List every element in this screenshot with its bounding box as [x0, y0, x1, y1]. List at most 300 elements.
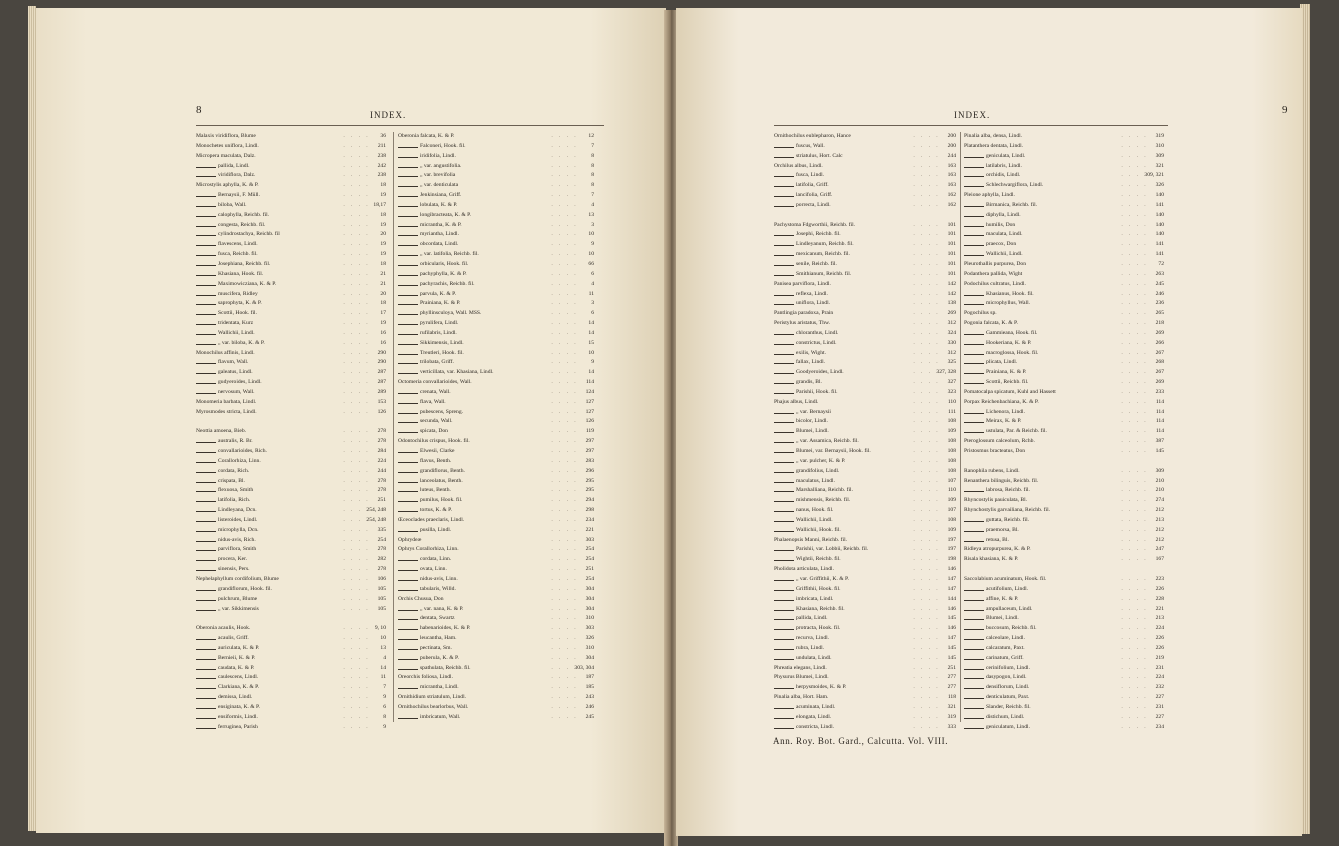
index-entry	[196, 673, 386, 683]
entry-page: 20	[380, 231, 386, 238]
leader-dots: . . . .	[343, 664, 370, 671]
entry-name: Scottii, Hook. fil.	[218, 310, 258, 317]
index-entry	[398, 634, 594, 644]
entry-page: 162	[947, 201, 956, 208]
entry-name: geniculatum, Lindl.	[986, 723, 1030, 730]
leader-dots: . . . .	[551, 526, 578, 533]
leader-dots: . . . .	[913, 674, 940, 681]
leader-dots: . . . .	[551, 349, 578, 356]
index-column-2	[964, 132, 1164, 732]
entry-name: caulescens, Lindl.	[218, 674, 259, 681]
index-entry	[774, 605, 956, 615]
index-entry	[774, 171, 956, 181]
entry-page: 274	[1155, 497, 1164, 504]
index-entry	[398, 693, 594, 703]
entry-page: 145	[947, 654, 956, 661]
index-entry	[196, 437, 386, 447]
entry-name: Ornithidium striatulum, Lindl.	[398, 694, 467, 701]
entry-page: 210	[1155, 487, 1164, 494]
index-entry	[774, 526, 956, 536]
leader-dots: . . . .	[551, 241, 578, 248]
entry-page: 330	[947, 339, 956, 346]
leader-dots: . . . .	[913, 585, 940, 592]
page-number: 8	[196, 104, 202, 116]
index-entry	[196, 634, 386, 644]
entry-name: ovata, Linn.	[420, 566, 447, 573]
index-entry	[398, 555, 594, 565]
ditto-dash	[196, 550, 216, 551]
ditto-dash	[774, 472, 794, 473]
leader-dots: . . . .	[1121, 516, 1148, 523]
ditto-dash	[774, 354, 794, 355]
entry-page: 153	[377, 398, 386, 405]
leader-dots: . . . .	[551, 536, 578, 543]
ditto-dash	[398, 147, 418, 148]
leader-dots: . . . .	[551, 615, 578, 622]
index-entry	[196, 506, 386, 516]
ditto-dash	[398, 531, 418, 532]
index-entry	[964, 585, 1164, 595]
leader-dots: . . . .	[343, 379, 370, 386]
ditto-dash	[964, 619, 984, 620]
leader-dots: . . . .	[551, 467, 578, 474]
entry-page: 13	[588, 211, 594, 218]
leader-dots: . . . .	[551, 428, 578, 435]
entry-name: Corallorhiza, Linn.	[218, 457, 261, 464]
entry-page: 297	[585, 448, 594, 454]
entry-page: 277	[947, 684, 956, 691]
entry-page: 210	[1155, 477, 1164, 484]
ditto-dash	[398, 580, 418, 581]
entry-page: 232	[1155, 684, 1164, 691]
index-entry	[398, 437, 594, 447]
entry-name: exilis, Wight.	[796, 349, 826, 356]
leader-dots: . . . .	[343, 172, 370, 179]
entry-page: 309, 321	[1144, 172, 1164, 179]
leader-dots: . . . .	[343, 408, 370, 415]
leader-dots: . . . .	[913, 251, 940, 258]
index-entry	[398, 191, 594, 201]
leader-dots: . . . .	[343, 703, 370, 710]
entry-name: auriculata, K. & P.	[218, 644, 260, 651]
index-entry	[774, 290, 956, 300]
entry-page: 145	[947, 615, 956, 622]
index-entry	[398, 703, 594, 713]
leader-dots: . . . .	[551, 320, 578, 327]
index-entry	[774, 309, 956, 319]
leader-dots: . . . .	[551, 477, 578, 484]
entry-name: grandis, Bl.	[796, 379, 822, 386]
index-column-2	[398, 132, 594, 723]
ditto-dash	[964, 659, 984, 660]
leader-dots: . . . .	[913, 162, 940, 169]
entry-name: Porpax Reichenbachiana, K. & P.	[964, 398, 1039, 405]
entry-name: mishmensis, Reichb. fil.	[796, 497, 851, 504]
index-entry	[196, 683, 386, 693]
entry-page: 269	[947, 310, 956, 317]
entry-name: maculatus, Lindl.	[796, 477, 835, 484]
leader-dots: . . . .	[551, 448, 578, 454]
leader-dots: . . . .	[343, 152, 370, 159]
entry-name: flava, Wall.	[420, 398, 446, 405]
entry-name: procera, Ker.	[218, 556, 248, 563]
leader-dots: . . . .	[551, 388, 578, 395]
entry-page: 200	[947, 133, 956, 139]
entry-name: labrosa, Reichb. fil.	[986, 487, 1030, 494]
leader-dots: . . . .	[343, 211, 370, 218]
entry-name: Orchilus albus, Lindl.	[774, 162, 823, 169]
ditto-dash	[196, 275, 216, 276]
entry-name: pallida, Lindl.	[218, 162, 250, 169]
entry-name: uniflora, Lindl.	[796, 300, 831, 307]
leader-dots: . . . .	[1121, 428, 1148, 435]
index-entry	[196, 536, 386, 546]
index-entry	[964, 171, 1164, 181]
ditto-dash	[964, 354, 984, 355]
index-entry	[774, 250, 956, 260]
ditto-dash	[196, 383, 216, 384]
ditto-dash	[774, 235, 794, 236]
leader-dots: . . . .	[343, 448, 370, 454]
ditto-dash	[774, 373, 794, 374]
ditto-dash	[964, 541, 984, 542]
entry-page: 325	[947, 359, 956, 366]
ditto-dash	[398, 176, 418, 177]
entry-page: 21	[380, 280, 386, 287]
entry-name: leucantha, Ham.	[420, 635, 457, 642]
ditto-dash	[774, 413, 794, 414]
entry-name: Maximowicziana, K. & P.	[218, 280, 277, 287]
ditto-dash	[398, 295, 418, 296]
ditto-dash	[196, 560, 216, 561]
leader-dots: . . . .	[1121, 477, 1148, 484]
index-entry	[398, 486, 594, 496]
index-entry	[774, 496, 956, 506]
entry-name: fusca, Reichb. fil.	[218, 251, 258, 258]
entry-name: Pomatocalpa spicatum, Kuhl and Hassett	[964, 388, 1056, 395]
page-edges-left	[28, 6, 36, 831]
entry-name: tabularis, Willd.	[420, 585, 456, 592]
index-entry	[774, 654, 956, 664]
entry-page: 8	[591, 152, 594, 159]
ditto-dash	[774, 491, 794, 492]
entry-page: 16	[380, 329, 386, 336]
ditto-dash	[196, 501, 216, 502]
leader-dots: . . . .	[343, 359, 370, 366]
leader-dots: . . . .	[551, 507, 578, 514]
entry-page: 233	[1155, 388, 1164, 395]
entry-name: Sikkimensis, Lindl.	[420, 339, 464, 346]
leader-dots: . . . .	[913, 507, 940, 514]
ditto-dash	[196, 531, 216, 532]
entry-name: parviflora, Smith	[218, 546, 257, 553]
index-entry	[774, 349, 956, 359]
entry-name: tortus, K. & P.	[420, 507, 453, 514]
index-entry	[398, 162, 594, 172]
leader-dots: . . . .	[551, 290, 578, 297]
index-entry	[964, 516, 1164, 526]
leader-dots: . . . .	[343, 201, 370, 208]
entry-page: 108	[947, 438, 956, 445]
entry-page: 212	[1155, 526, 1164, 533]
ditto-dash	[398, 413, 418, 414]
ditto-dash	[196, 452, 216, 453]
leader-dots: . . . .	[913, 556, 940, 563]
leader-dots: . . . .	[913, 536, 940, 543]
index-entry	[398, 329, 594, 339]
entry-page: 310	[585, 615, 594, 622]
index-entry	[196, 664, 386, 674]
leader-dots: . . . .	[913, 615, 940, 622]
entry-page: 238	[377, 152, 386, 159]
entry-name: gudyeroides, Lindl.	[218, 379, 262, 386]
ditto-dash	[964, 669, 984, 670]
leader-dots: . . . .	[913, 359, 940, 366]
entry-page: 9	[383, 723, 386, 730]
leader-dots: . . . .	[551, 684, 578, 691]
leader-dots: . . . .	[913, 654, 940, 661]
ditto-dash	[398, 472, 418, 473]
index-entry	[774, 703, 956, 713]
ditto-dash	[964, 718, 984, 719]
index-entry	[196, 595, 386, 605]
leader-dots: . . . .	[913, 290, 940, 297]
index-entry	[964, 290, 1164, 300]
index-entry	[964, 398, 1164, 408]
index-entry	[774, 486, 956, 496]
ditto-dash	[774, 255, 794, 256]
ditto-dash	[964, 678, 984, 679]
leader-dots: . . . .	[913, 192, 940, 199]
ditto-dash	[774, 659, 794, 660]
leader-dots: . . . .	[551, 300, 578, 307]
index-entry	[196, 624, 386, 634]
entry-page: 127	[585, 398, 594, 405]
entry-page: 18	[380, 300, 386, 307]
leader-dots: . . . .	[1121, 546, 1148, 553]
entry-name: Pleione aphylla, Lindl.	[964, 192, 1015, 199]
index-entry	[196, 221, 386, 231]
entry-page: 197	[947, 536, 956, 543]
leader-dots: . . . .	[1121, 398, 1148, 405]
index-entry	[196, 388, 386, 398]
entry-name: flavum, Wall.	[218, 359, 249, 366]
index-entry	[196, 358, 386, 368]
entry-name: verticillata, var. Khasiana, Lindl.	[420, 369, 494, 376]
ditto-dash	[964, 531, 984, 532]
entry-page: 19	[380, 251, 386, 258]
index-entry	[398, 713, 594, 723]
leader-dots: . . . .	[551, 585, 578, 592]
ditto-dash	[196, 570, 216, 571]
leader-dots: . . . .	[1121, 526, 1148, 533]
index-entry	[964, 565, 1164, 575]
entry-name: congesta, Reichb. fil.	[218, 221, 266, 228]
index-entry	[398, 683, 594, 693]
index-entry	[196, 290, 386, 300]
ditto-dash	[964, 206, 984, 207]
entry-name: lanceolatus, Benth.	[420, 477, 463, 484]
entry-name: Physurus Blumei, Lindl.	[774, 674, 829, 681]
leader-dots: . . . .	[1121, 142, 1148, 149]
entry-page: 163	[947, 182, 956, 189]
leader-dots: . . . .	[1121, 575, 1148, 582]
entry-name: acaulis, Griff.	[218, 635, 249, 642]
entry-name: carinatum, Griff.	[986, 654, 1024, 661]
leader-dots: . . . .	[343, 142, 370, 149]
index-entry	[398, 585, 594, 595]
entry-name: Smithianum, Reichb. fil.	[796, 270, 852, 277]
entry-page: 265	[1155, 310, 1164, 317]
left-page	[36, 8, 666, 833]
entry-page: 18	[380, 260, 386, 267]
index-entry	[964, 605, 1164, 615]
entry-name: ustulata, Par. & Reichb. fil.	[986, 428, 1047, 435]
leader-dots: . . . .	[343, 625, 370, 632]
entry-page: 278	[377, 477, 386, 484]
entry-name: Griffithii, Hook. fil.	[796, 585, 841, 592]
leader-dots: . . . .	[343, 684, 370, 691]
ditto-dash	[398, 255, 418, 256]
index-entry	[398, 506, 594, 516]
leader-dots: . . . .	[551, 398, 578, 405]
index-entry	[964, 545, 1164, 555]
index-entry	[964, 142, 1164, 152]
leader-dots: . . . .	[343, 723, 370, 730]
index-entry	[774, 575, 956, 585]
index-entry	[398, 644, 594, 654]
index-entry	[964, 457, 1164, 467]
leader-dots: . . . .	[343, 566, 370, 573]
ditto-dash	[196, 521, 216, 522]
leader-dots: . . . .	[1121, 654, 1148, 661]
entry-page: 228	[1155, 595, 1164, 602]
entry-page: 284	[377, 448, 386, 454]
entry-page: 108	[947, 516, 956, 523]
leader-dots: . . . .	[343, 428, 370, 435]
ditto-dash	[398, 206, 418, 207]
entry-page: 114	[1155, 398, 1164, 405]
leader-dots: . . . .	[551, 339, 578, 346]
entry-page: 254	[377, 536, 386, 543]
index-entry	[196, 575, 386, 585]
leader-dots: . . . .	[343, 556, 370, 563]
ditto-dash	[196, 442, 216, 443]
entry-page: 140	[1155, 231, 1164, 238]
leader-dots: . . . .	[551, 329, 578, 336]
leader-dots: . . . .	[551, 487, 578, 494]
entry-name: herpysmoides, K. & P.	[796, 684, 847, 691]
ditto-dash	[196, 245, 216, 246]
entry-name: muscifera, Ridley	[218, 290, 258, 297]
leader-dots: . . . .	[343, 575, 370, 582]
entry-page: 6	[591, 310, 594, 317]
leader-dots: . . . .	[1121, 379, 1148, 386]
entry-name: Parishii, Hook. fil.	[796, 388, 838, 395]
index-entry	[964, 693, 1164, 703]
leader-dots: . . . .	[343, 694, 370, 701]
index-entry	[964, 349, 1164, 359]
index-entry	[398, 142, 594, 152]
leader-dots: . . . .	[343, 300, 370, 307]
entry-page: 9	[591, 241, 594, 248]
entry-name: fusca, Lindl.	[796, 172, 825, 179]
leader-dots: . . . .	[551, 142, 578, 149]
entry-name: Bernaysii, F. Müll.	[218, 192, 260, 199]
entry-page: 212	[1155, 507, 1164, 514]
entry-page: 198	[947, 556, 956, 563]
entry-page: 114	[585, 379, 594, 386]
entry-page: 111	[948, 408, 956, 415]
entry-page: 146	[947, 625, 956, 632]
entry-name: Khasiana, Reichb. fil.	[796, 605, 845, 612]
ditto-dash	[964, 521, 984, 522]
ditto-dash	[196, 511, 216, 512]
leader-dots: . . . .	[551, 369, 578, 376]
entry-page: 227	[1155, 713, 1164, 720]
leader-dots: . . . .	[913, 418, 940, 425]
index-entry	[964, 447, 1164, 457]
ditto-dash	[196, 472, 216, 473]
leader-dots: . . . .	[1121, 615, 1148, 622]
ditto-dash	[196, 541, 216, 542]
ditto-dash	[774, 176, 794, 177]
leader-dots: . . . .	[343, 398, 370, 405]
index-entry	[398, 201, 594, 211]
entry-name: Renanthera bilinguis, Reichb. fil.	[964, 477, 1039, 484]
entry-page: 290	[377, 359, 386, 366]
index-entry	[964, 624, 1164, 634]
index-entry	[774, 624, 956, 634]
ditto-dash	[398, 659, 418, 660]
entry-page: 109	[947, 497, 956, 504]
entry-name: Lindleyanum, Reichb. fil.	[796, 241, 854, 248]
ditto-dash	[964, 590, 984, 591]
leader-dots: . . . .	[913, 595, 940, 602]
leader-dots: . . . .	[913, 339, 940, 346]
entry-page: 278	[377, 428, 386, 435]
index-entry	[964, 664, 1164, 674]
index-entry	[196, 614, 386, 624]
entry-name: flexuosa, Smith	[218, 487, 254, 494]
index-entry	[774, 545, 956, 555]
index-entry	[196, 398, 386, 408]
ditto-dash	[964, 216, 984, 217]
leader-dots: . . . .	[551, 221, 578, 228]
leader-dots: . . . .	[913, 546, 940, 553]
ditto-dash	[398, 570, 418, 571]
leader-dots: . . . .	[913, 477, 940, 484]
entry-page: 246	[585, 703, 594, 710]
entry-name: latilabris, Lindl.	[986, 162, 1022, 169]
leader-dots: . . . .	[1121, 349, 1148, 356]
ditto-dash	[196, 649, 216, 650]
entry-page: 101	[947, 251, 956, 258]
index-entry	[196, 181, 386, 191]
index-entry	[196, 555, 386, 565]
index-entry	[964, 673, 1164, 683]
entry-page: 126	[377, 408, 386, 415]
entry-page: 124	[585, 388, 594, 395]
entry-name: constrictus, Lindl.	[796, 339, 837, 346]
index-entry	[964, 496, 1164, 506]
index-entry	[774, 211, 956, 221]
entry-name: calophylla, Reichb. fil.	[218, 211, 270, 218]
entry-page: 72	[1158, 260, 1164, 267]
leader-dots: . . . .	[913, 133, 940, 139]
index-entry	[774, 565, 956, 575]
ditto-dash	[196, 639, 216, 640]
